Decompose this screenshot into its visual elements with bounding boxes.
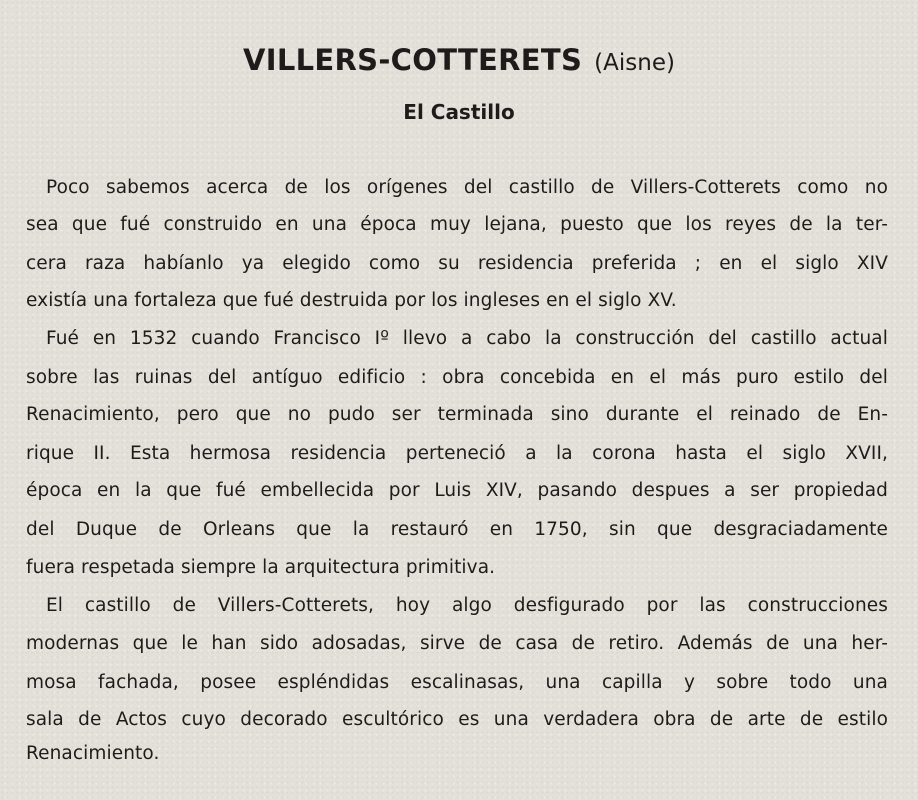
title-main: VILLERS-COTTERETS [243, 43, 583, 77]
paragraph-2-line-7: fuera respetada siempre la arquitectura primitiva. [26, 557, 496, 578]
paragraph-3-line-2: modernas que le han sido adosadas, sirve de casa de retiro. Además de una her- [26, 633, 888, 654]
document-subtitle: El Castillo [403, 100, 515, 124]
document-title [0, 40, 918, 78]
paragraph-1-line-2: sea que fué construido en una época muy lejana, puesto que los reyes de la ter- [26, 214, 888, 235]
paragraph-2-line-2: sobre las ruinas del antíguo edificio : obra concebida en el más puro estilo del [26, 367, 888, 388]
paragraph-2-line-3: Renacimiento, pero que no pudo ser terminada sino durante el reinado de En- [26, 404, 888, 425]
paragraph-2-line-1: Fué en 1532 cuando Francisco Iº llevo a cabo la construcción del castillo actual [46, 328, 888, 349]
paragraph-3-line-5: Renacimiento. [26, 743, 160, 764]
paragraph-2-line-6: del Duque de Orleans que la restauró en 1750, sin que desgraciadamente [26, 519, 888, 540]
title-region: (Aisne) [594, 50, 675, 76]
paragraph-1-line-3: cera raza habíanlo ya elegido como su residencia preferida ; en el siglo XIV [26, 253, 888, 274]
paragraph-3-line-3: mosa fachada, posee espléndidas escalinasas, una capilla y sobre todo una [26, 672, 888, 693]
paragraph-2-line-4: rique II. Esta hermosa residencia perteneció a la corona hasta el siglo XVII, [26, 443, 888, 464]
paragraph-3-line-1: El castillo de Villers-Cotterets, hoy algo desfigurado por las construcciones [46, 595, 888, 616]
paragraph-1-line-4: existía una fortaleza que fué destruida por los ingleses en el siglo XV. [26, 290, 677, 311]
paragraph-2-line-5: época en la que fué embellecida por Luis XIV, pasando despues a ser propiedad [26, 480, 888, 501]
paragraph-1-line-1: Poco sabemos acerca de los orígenes del castillo de Villers-Cotterets como no [46, 177, 888, 198]
paragraph-3-line-4: sala de Actos cuyo decorado escultórico es una verdadera obra de arte de estilo [26, 709, 888, 730]
